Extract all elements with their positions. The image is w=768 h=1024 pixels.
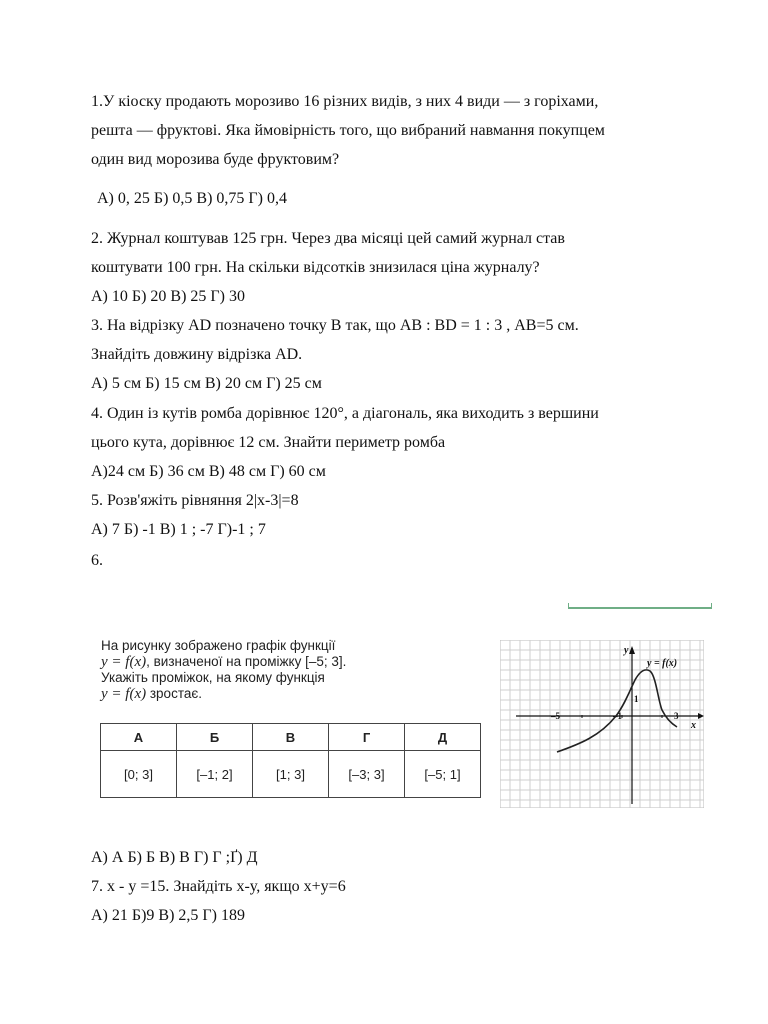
task-line-4-rest: зростає. <box>146 685 202 701</box>
question-1-text-line-3: один вид морозива буде фруктовим? <box>91 151 340 168</box>
answer-header: Г <box>329 724 405 751</box>
task-line-1: На рисунку зображено графік функції <box>101 638 336 653</box>
answer-header: В <box>253 724 329 751</box>
answer-value: [0; 3] <box>101 751 177 798</box>
question-2-options: А) 10 Б) 20 В) 25 Г) 30 <box>91 288 245 305</box>
answer-value: [1; 3] <box>253 751 329 798</box>
question-3-options: А) 5 см Б) 15 см В) 20 см Г) 25 см <box>91 375 322 392</box>
answer-table <box>100 723 481 798</box>
answer-header: Д <box>405 724 481 751</box>
tick-label-minus5: –5 <box>551 711 560 721</box>
green-divider-tick-left <box>568 603 569 608</box>
green-divider-tick-right <box>711 603 712 608</box>
task-line-2 <box>101 654 481 671</box>
tick-label-1: 1 <box>634 694 639 704</box>
task-function-notation: y = f(x) <box>101 653 147 670</box>
answer-table-header-row <box>101 724 481 751</box>
answer-value: [–5; 1] <box>405 751 481 798</box>
function-graph <box>500 640 704 808</box>
question-6-task-text <box>101 638 481 702</box>
task-line-2-rest: , визначеної на проміжку [–5; 3]. <box>146 653 347 669</box>
question-1-options: А) 0, 25 Б) 0,5 В) 0,75 Г) 0,4 <box>97 190 287 207</box>
answer-value: [–1; 2] <box>177 751 253 798</box>
question-5-text: 5. Розв'яжіть рівняння 2|х-3|=8 <box>91 492 299 509</box>
question-1-text-line-2: решта — фруктові. Яка ймовірність того, що вибраний навмання покупцем <box>91 122 605 139</box>
question-4-text-line-1: 4. Один із кутів ромба дорівнює 120°, а діагональ, яка виходить з вершини <box>91 405 599 422</box>
x-axis-label: x <box>691 720 696 731</box>
question-4-text-line-2: цього кута, дорівнює 12 см. Знайти периметр ромба <box>91 434 446 451</box>
question-2-text-line-1: 2. Журнал коштував 125 грн. Через два місяці цей самий журнал став <box>91 230 565 247</box>
task-function-notation-2: y = f(x) <box>101 685 147 702</box>
question-6-number: 6. <box>91 552 103 569</box>
answer-header: А <box>101 724 177 751</box>
question-7-text: 7. х - у =15. Знайдіть х-у, якщо х+у=6 <box>91 878 346 895</box>
question-7-options: А) 21 Б)9 В) 2,5 Г) 189 <box>91 907 245 924</box>
task-line-3: Укажіть проміжок, на якому функція <box>101 670 325 685</box>
answer-value: [–3; 3] <box>329 751 405 798</box>
tick-label-3: 3 <box>674 711 679 721</box>
y-axis-label: y <box>624 645 629 656</box>
question-2-text-line-2: коштувати 100 грн. На скільки відсотків знизилася ціна журналу? <box>91 259 540 276</box>
question-3-text-line-1: 3. На відрізку АD позначено точку В так, що АВ : ВD = 1 : 3 , АВ=5 см. <box>91 317 579 334</box>
tick-label-minus1: –1 <box>613 711 622 721</box>
question-6-options: А) А Б) Б В) В Г) Г ;Ґ) Д <box>91 849 258 866</box>
green-divider <box>568 607 712 609</box>
question-1-text-line-1: 1.У кіоску продають морозиво 16 різних видів, з них 4 види — з горіхами, <box>91 93 599 110</box>
question-3-text-line-2: Знайдіть довжину відрізка АD. <box>91 346 303 363</box>
answer-table-values-row <box>101 751 481 798</box>
task-line-4 <box>101 686 481 703</box>
question-4-options: А)24 см Б) 36 см В) 48 см Г) 60 см <box>91 463 326 480</box>
question-5-options: А) 7 Б) -1 В) 1 ; -7 Г)-1 ; 7 <box>91 521 266 538</box>
function-label: y = f(x) <box>647 658 678 669</box>
answer-header: Б <box>177 724 253 751</box>
